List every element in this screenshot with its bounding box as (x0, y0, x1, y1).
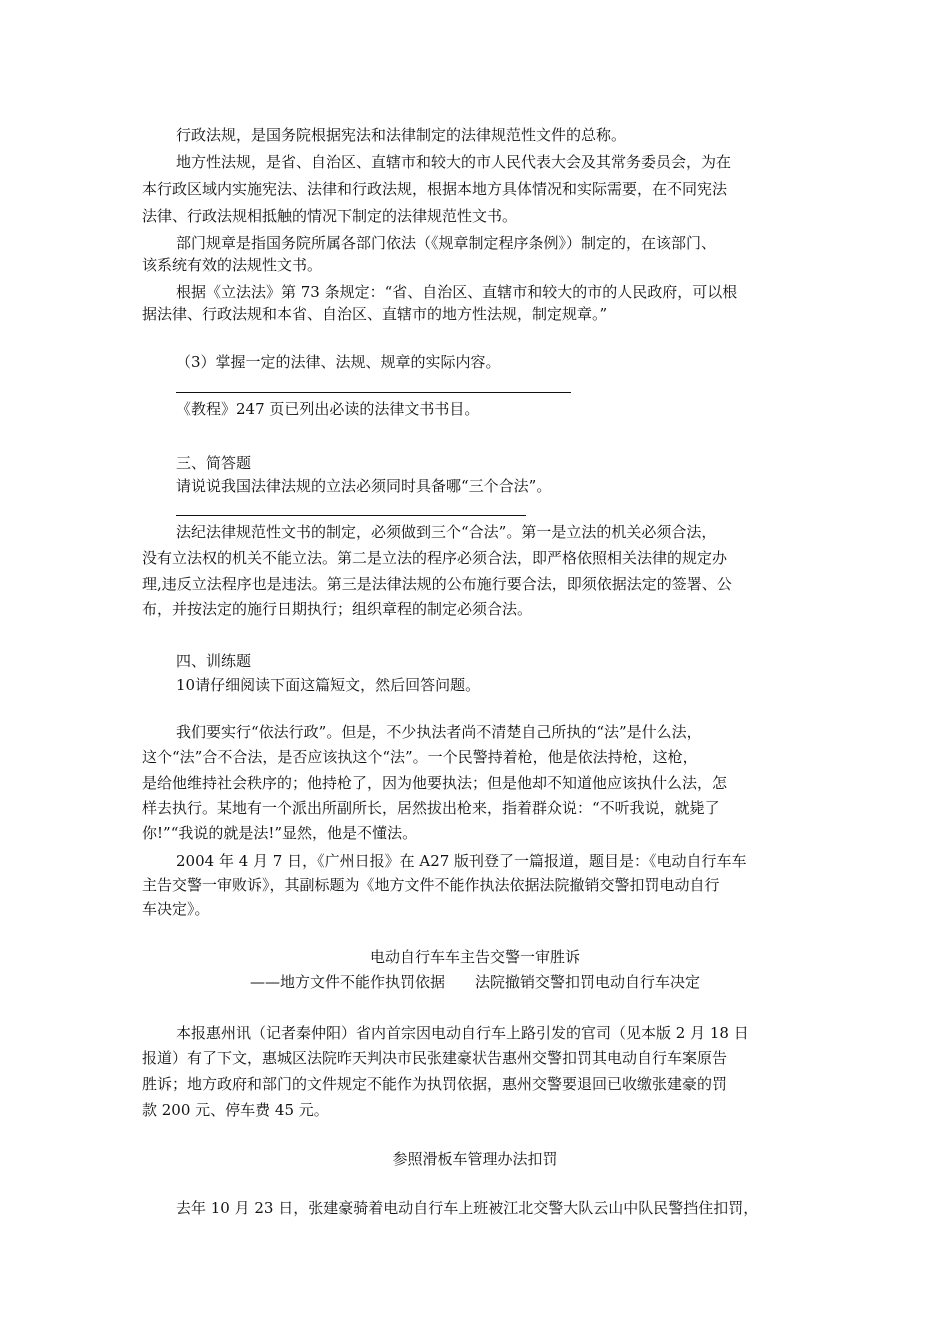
text-line: 是给他维持社会秩序的；他持枪了，因为他要执法；但是他却不知道他应该执什么法，怎 (142, 774, 728, 792)
text-line: 据法律、行政法规和本省、自治区、直辖市的地方性法规，制定规章。” (142, 305, 608, 323)
text-line: 我们要实行“依法行政”。但是，不少执法者尚不清楚自己所执的“法”是什么法， (176, 723, 702, 741)
text-line: 地方性法规，是省、自治区、直辖市和较大的市人民代表大会及其常务委员会，为在 (176, 153, 732, 171)
text-line: 没有立法权的机关不能立法。第二是立法的程序必须合法，即严格依照相关法律的规定办 (142, 549, 728, 567)
text-line: 你!”“我说的就是法!”显然，他是不懂法。 (142, 824, 418, 842)
text-line: 部门规章是指国务院所属各部门依法（《规章制定程序条例》）制定的，在该部门、 (176, 234, 717, 252)
text-line: 主告交警一审败诉》，其副标题为《地方文件不能作执法依据法院撤销交警扣罚电动自行 (142, 876, 720, 894)
text-line: 《教程》247 页已列出必读的法律文书书目。 (176, 400, 480, 418)
text-line: 布，并按法定的施行日期执行；组织章程的制定必须合法。 (142, 600, 533, 618)
section-heading: 四、训练题 (176, 652, 252, 670)
text-line: 款 200 元、停车费 45 元。 (142, 1101, 329, 1119)
text-line: 车决定》。 (142, 900, 210, 918)
text-line: 理,违反立法程序也是违法。第三是法律法规的公布施行要合法，即须依据法定的签署、公 (142, 575, 732, 593)
text-line: 法律、行政法规相抵触的情况下制定的法律规范性文书。 (142, 207, 518, 225)
text-line: 2004 年 4 月 7 日，《广州日报》在 A27 版刊登了一篇报道，题目是：《电动自行车车 (176, 852, 747, 870)
text-line: （3）掌握一定的法律、法规、规章的实际内容。 (176, 353, 501, 371)
text-line: 根据《立法法》第 73 条规定：“省、自治区、直辖市和较大的市的人民政府，可以根 (176, 283, 738, 301)
article-section-heading: 参照滑板车管理办法扣罚 (392, 1150, 558, 1168)
text-line: 本报惠州讯（记者秦仲阳）省内首宗因电动自行车上路引发的官司（见本版 2 月 18 日 (176, 1024, 749, 1042)
text-line: 去年 10 月 23 日，张建豪骑着电动自行车上班被江北交警大队云山中队民警挡住扣罚， (176, 1199, 759, 1217)
answer-divider (176, 515, 526, 516)
section-heading: 三、简答题 (176, 454, 252, 472)
text-line: 这个“法”合不合法，是否应该执这个“法”。一个民警持着枪，他是依法持枪，这枪， (142, 748, 698, 766)
text-line: 胜诉；地方政府和部门的文件规定不能作为执罚依据，惠州交警要退回已收缴张建豪的罚 (142, 1075, 728, 1093)
text-line: 请说说我国法律法规的立法必须同时具备哪“三个合法”。 (176, 477, 552, 495)
text-line: 本行政区域内实施宪法、法律和行政法规，根据本地方具体情况和实际需要，在不同宪法 (142, 180, 728, 198)
text-line: 报道）有了下文，惠城区法院昨天判决市民张建豪状告惠州交警扣罚其电动自行车案原告 (142, 1049, 728, 1067)
text-line: 法纪法律规范性文书的制定，必须做到三个“合法”。第一是立法的机关必须合法， (176, 523, 717, 541)
article-subtitle: ——地方文件不能作执罚依据 法院撤销交警扣罚电动自行车决定 (249, 973, 700, 991)
text-line: 10请仔细阅读下面这篇短文，然后回答问题。 (176, 676, 481, 694)
text-line: 样去执行。某地有一个派出所副所长，居然拔出枪来，指着群众说：“不听我说，就毙了 (142, 799, 720, 817)
article-title: 电动自行车车主告交警一审胜诉 (369, 948, 580, 966)
answer-divider (176, 392, 571, 393)
text-line: 行政法规，是国务院根据宪法和法律制定的法律规范性文件的总称。 (176, 126, 627, 144)
text-line: 该系统有效的法规性文书。 (142, 256, 323, 274)
